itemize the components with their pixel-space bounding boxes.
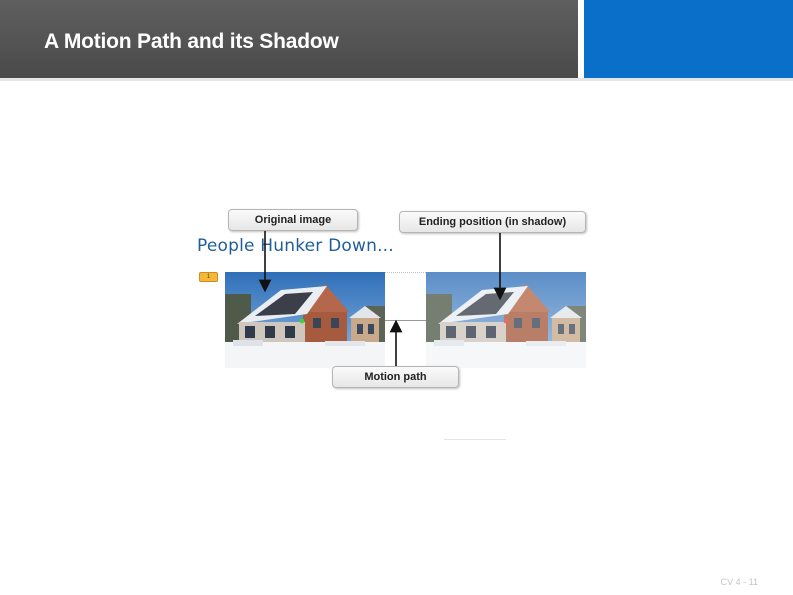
callout-motion-path: Motion path [332,366,459,388]
faint-divider [444,439,506,440]
callout-ending-position: Ending position (in shadow) [399,211,586,233]
original-image[interactable] [225,272,385,368]
house-photo-shadow [426,272,586,368]
house-photo [225,272,385,368]
ending-position-image[interactable] [426,272,586,368]
headline: People Hunker Down... [197,236,394,256]
callout-original-image: Original image [228,209,358,231]
slide-title: A Motion Path and its Shadow [44,30,339,53]
animation-step-badge[interactable]: 1 [199,272,218,282]
motion-path-line[interactable] [385,320,426,321]
header-accent-block [584,0,793,78]
header-rule [0,78,793,81]
slide-number: CV 4 - 11 [720,577,758,587]
